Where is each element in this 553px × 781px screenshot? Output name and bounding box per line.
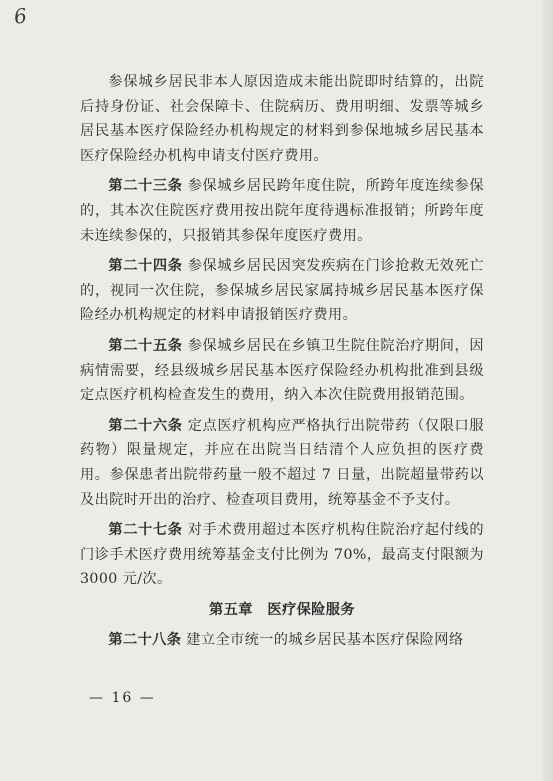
article-label: 第二十五条	[108, 337, 183, 354]
article-25	[80, 334, 484, 408]
handwritten-page-mark: 6	[12, 3, 29, 29]
article-text: 建立全市统一的城乡居民基本医疗保险网络	[186, 632, 464, 649]
article-28	[80, 628, 484, 653]
article-23	[80, 174, 484, 248]
article-27	[80, 518, 484, 592]
document-body	[80, 70, 484, 659]
page-number: — 16 —	[89, 690, 156, 706]
article-text: 参保城乡居民跨年度住院，所跨年度连续参保的，其本次住院医疗费用按出院年度待遇标准报销；所跨年度未连续参保的，只报销其参保年度医疗费用。	[80, 178, 484, 244]
article-label: 第二十六条	[108, 417, 183, 434]
article-label: 第二十三条	[108, 178, 183, 195]
article-text: 对手术费用超过本医疗机构住院治疗起付线的门诊手术医疗费用统筹基金支付比例为 70%，最高支付限额为 3000 元/次。	[80, 522, 484, 588]
article-text: 参保城乡居民在乡镇卫生院住院治疗期间，因病情需要，经县级城乡居民基本医疗保险经办机构批准到县级定点医疗机构检查发生的费用，纳入本次住院费用报销范围。	[80, 337, 484, 404]
article-label: 第二十四条	[108, 258, 183, 275]
article-26	[80, 414, 484, 512]
paragraph-text: 参保城乡居民非本人原因造成未能出院即时结算的，出院后持身份证、社会保障卡、住院病历、费用明细、发票等城乡居民基本医疗保险经办机构规定的材料到参保地城乡居民基本医疗保险经办机构申请支付医疗费用。	[80, 74, 484, 164]
article-24	[80, 254, 484, 328]
article-label: 第二十八条	[108, 632, 182, 649]
page-edge	[543, 0, 553, 781]
article-text: 定点医疗机构应严格执行出院带药（仅限口服药物）限量规定，并应在出院当日结清个人应负担的医疗费用。参保患者出院带药量一般不超过 7 日量，出院超量带药以及出院时开出的治疗、检查项目费用，统筹基金不予支付。	[80, 417, 484, 508]
article-label: 第二十七条	[108, 522, 183, 539]
chapter-heading: 第五章 医疗保险服务	[209, 601, 355, 618]
article-text: 参保城乡居民因突发疾病在门诊抢救无效死亡的，视同一次住院，参保城乡居民家属持城乡居民基本医疗保险经办机构规定的材料申请报销医疗费用。	[80, 258, 484, 324]
paragraph-continuation	[80, 70, 484, 168]
